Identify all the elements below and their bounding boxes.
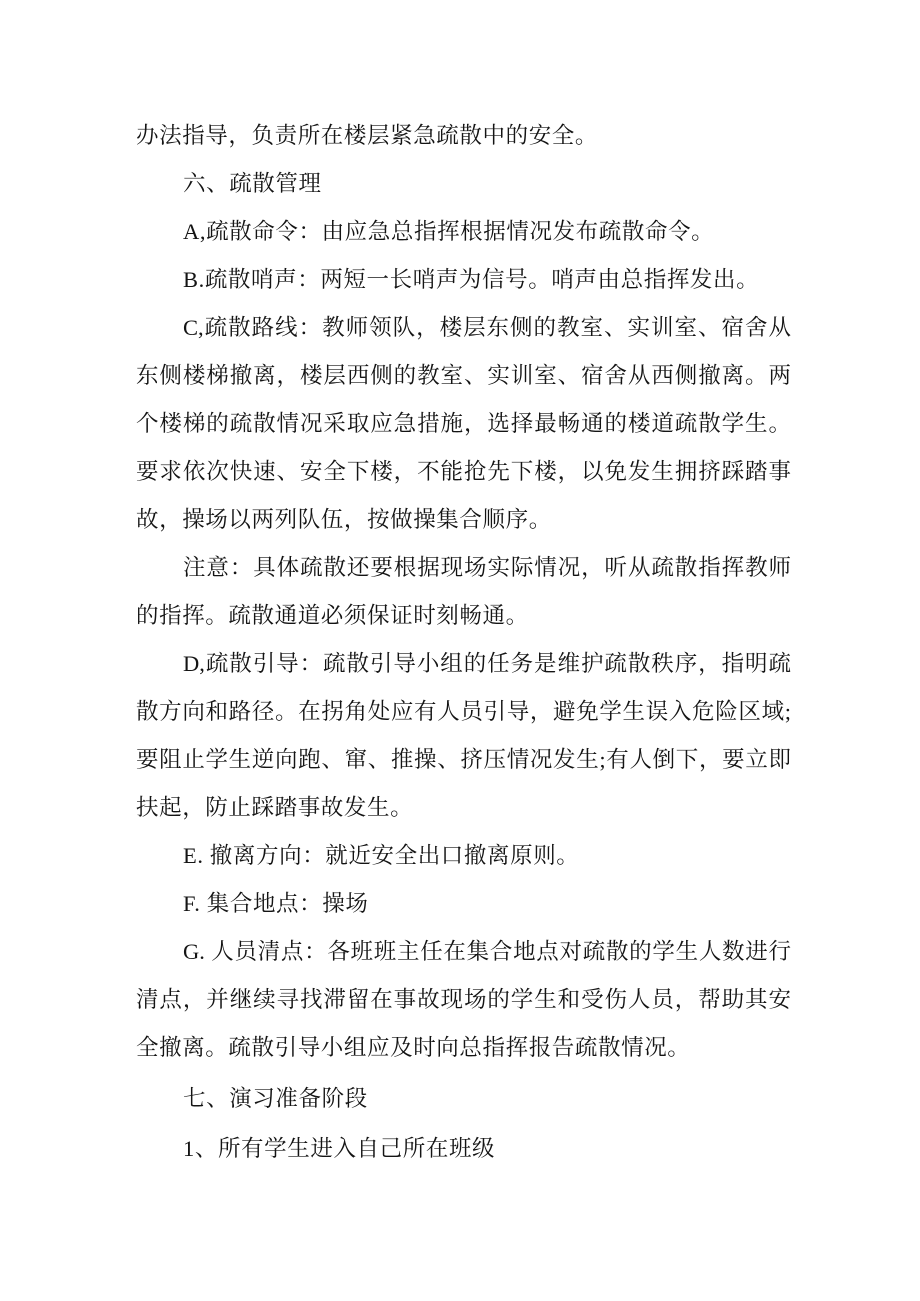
paragraph-step-1 — [136, 1125, 791, 1173]
section-heading — [136, 1075, 791, 1123]
text-line: G. 人员清点：各班班主任在集合地点对疏散的学生人数进行 — [183, 939, 791, 964]
heading-text: 六、疏散管理 — [183, 171, 322, 196]
paragraph-evacuation-guidance — [136, 640, 791, 832]
text-line: 清点，并继续寻找滞留在事故现场的学生和受伤人员，帮助其安 — [136, 987, 791, 1012]
text-line: B.疏散哨声：两短一长哨声为信号。哨声由总指挥发出。 — [183, 267, 760, 292]
paragraph-assembly-point — [136, 880, 791, 928]
text-line: 散方向和路径。在拐角处应有人员引导，避免学生误入危险区域; — [136, 699, 791, 724]
text-line: E. 撤离方向：就近安全出口撤离原则。 — [183, 843, 580, 868]
text-line: 的指挥。疏散通道必须保证时刻畅通。 — [136, 603, 529, 628]
text-line: 要阻止学生逆向跑、窜、推操、挤压情况发生;有人倒下，要立即 — [136, 747, 791, 772]
section-drill-preparation — [136, 1075, 791, 1173]
text-line: 全撤离。疏散引导小组应及时向总指挥报告疏散情况。 — [136, 1035, 691, 1060]
text-line: 办法指导，负责所在楼层紧急疏散中的安全。 — [136, 123, 599, 148]
text-line: 东侧楼梯撤离，楼层西侧的教室、实训室、宿舍从西侧撤离。两 — [136, 363, 791, 388]
text-line: 扶起，防止踩踏事故发生。 — [136, 795, 414, 820]
heading-text: 七、演习准备阶段 — [183, 1086, 368, 1111]
text-line: 故，操场以两列队伍，按做操集合顺序。 — [136, 507, 552, 532]
paragraph-note — [136, 544, 791, 640]
text-line: C,疏散路线：教师领队，楼层东侧的教室、实训室、宿舍从 — [183, 315, 791, 340]
text-line: 要求依次快速、安全下楼，不能抢先下楼，以免发生拥挤踩踏事 — [136, 459, 791, 484]
paragraph-evacuation-direction — [136, 832, 791, 880]
section-evacuation-management — [136, 160, 791, 1072]
text-line: 注意：具体疏散还要根据现场实际情况，听从疏散指挥教师 — [183, 555, 791, 580]
text-line: D,疏散引导：疏散引导小组的任务是维护疏散秩序，指明疏 — [183, 651, 791, 676]
paragraph-headcount — [136, 928, 791, 1072]
paragraph-evacuation-route — [136, 304, 791, 544]
paragraph-continued — [136, 112, 791, 160]
section-heading — [136, 160, 791, 208]
paragraph-evacuation-whistle — [136, 256, 791, 304]
text-line: 1、所有学生进入自己所在班级 — [183, 1136, 496, 1161]
text-line: 个楼梯的疏散情况采取应急措施，选择最畅通的楼道疏散学生。 — [136, 411, 791, 436]
text-line: A,疏散命令：由应急总指挥根据情况发布疏散命令。 — [183, 219, 715, 244]
document-body — [136, 112, 791, 1173]
text-line: F. 集合地点：操场 — [183, 891, 369, 916]
paragraph-evacuation-order — [136, 208, 791, 256]
